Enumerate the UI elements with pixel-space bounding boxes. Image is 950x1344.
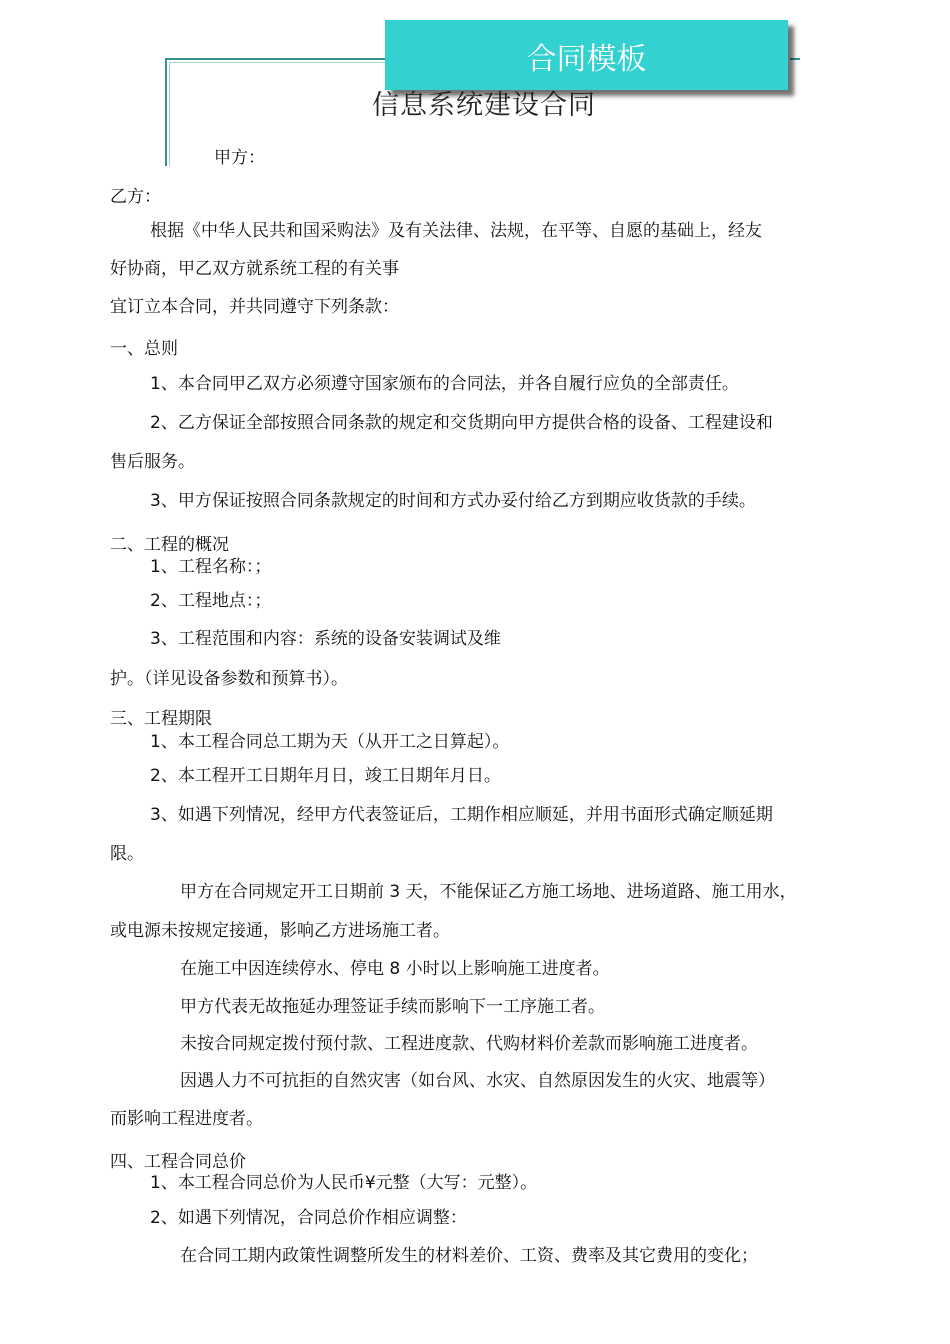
clause-line: 1、工程名称：； xyxy=(150,557,272,577)
clause-line: 甲方在合同规定开工日期前 3 天，不能保证乙方施工场地、进场道路、施工用水， xyxy=(180,882,797,902)
clause-line: 甲方代表无故拖延办理签证手续而影响下一工序施工者。 xyxy=(180,997,605,1017)
section-heading-general: 一、总则 xyxy=(110,339,178,359)
clause-line: 1、本工程合同总价为人民币¥元整（大写：元整）。 xyxy=(150,1173,538,1193)
clause-line: 限。 xyxy=(110,844,144,864)
section-heading-price: 四、工程合同总价 xyxy=(110,1152,246,1172)
clause-line: 3、如遇下列情况，经甲方代表签证后，工期作相应顺延，并用书面形式确定顺延期 xyxy=(150,805,773,825)
clause-line: 3、甲方保证按照合同条款规定的时间和方式办妥付给乙方到期应收货款的手续。 xyxy=(150,491,756,511)
clause-line: 在合同工期内政策性调整所发生的材料差价、工资、费率及其它费用的变化； xyxy=(180,1246,758,1266)
clause-line: 因遇人力不可抗拒的自然灾害（如台风、水灾、自然原因发生的火灾、地震等） xyxy=(180,1071,775,1091)
clause-line: 未按合同规定拨付预付款、工程进度款、代购材料价差款而影响施工进度者。 xyxy=(180,1034,758,1054)
clause-line: 2、乙方保证全部按照合同条款的规定和交货期向甲方提供合格的设备、工程建设和 xyxy=(150,413,773,433)
clause-line: 而影响工程进度者。 xyxy=(110,1109,263,1129)
decorative-frame-horizontal-inner xyxy=(169,62,385,63)
preamble-line: 宜订立本合同，并共同遵守下列条款： xyxy=(110,297,399,317)
clause-line: 3、工程范围和内容：系统的设备安装调试及维 xyxy=(150,629,501,649)
clause-line: 售后服务。 xyxy=(110,452,195,472)
document-title: 信息系统建设合同 xyxy=(372,90,596,121)
decorative-frame-vertical-inner xyxy=(169,62,170,166)
clause-line: 或电源未按规定接通，影响乙方进场施工者。 xyxy=(110,921,450,941)
clause-line: 2、如遇下列情况，合同总价作相应调整： xyxy=(150,1208,467,1228)
decorative-frame-horizontal xyxy=(165,58,385,60)
section-heading-period: 三、工程期限 xyxy=(110,709,212,729)
decorative-frame-vertical xyxy=(165,58,167,166)
party-b-label: 乙方： xyxy=(110,187,161,207)
clause-line: 2、工程地点：； xyxy=(150,591,272,611)
party-a-label: 甲方： xyxy=(214,148,265,168)
clause-line: 2、本工程开工日期年月日，竣工日期年月日。 xyxy=(150,766,501,786)
section-heading-overview: 二、工程的概况 xyxy=(110,535,229,555)
decorative-frame-horizontal-right xyxy=(790,58,800,60)
preamble-line: 好协商，甲乙双方就系统工程的有关事 xyxy=(110,259,399,279)
template-banner xyxy=(385,20,788,90)
clause-line: 1、本合同甲乙双方必须遵守国家颁布的合同法，并各自履行应负的全部责任。 xyxy=(150,374,739,394)
clause-line: 护。（详见设备参数和预算书）。 xyxy=(110,669,348,689)
clause-line: 1、本工程合同总工期为天（从开工之日算起）。 xyxy=(150,732,510,752)
clause-line: 在施工中因连续停水、停电 8 小时以上影响施工进度者。 xyxy=(180,959,610,979)
template-banner-label: 合同模板 xyxy=(526,42,647,77)
preamble-line: 根据《中华人民共和国采购法》及有关法律、法规，在平等、自愿的基础上，经友 xyxy=(150,221,762,241)
